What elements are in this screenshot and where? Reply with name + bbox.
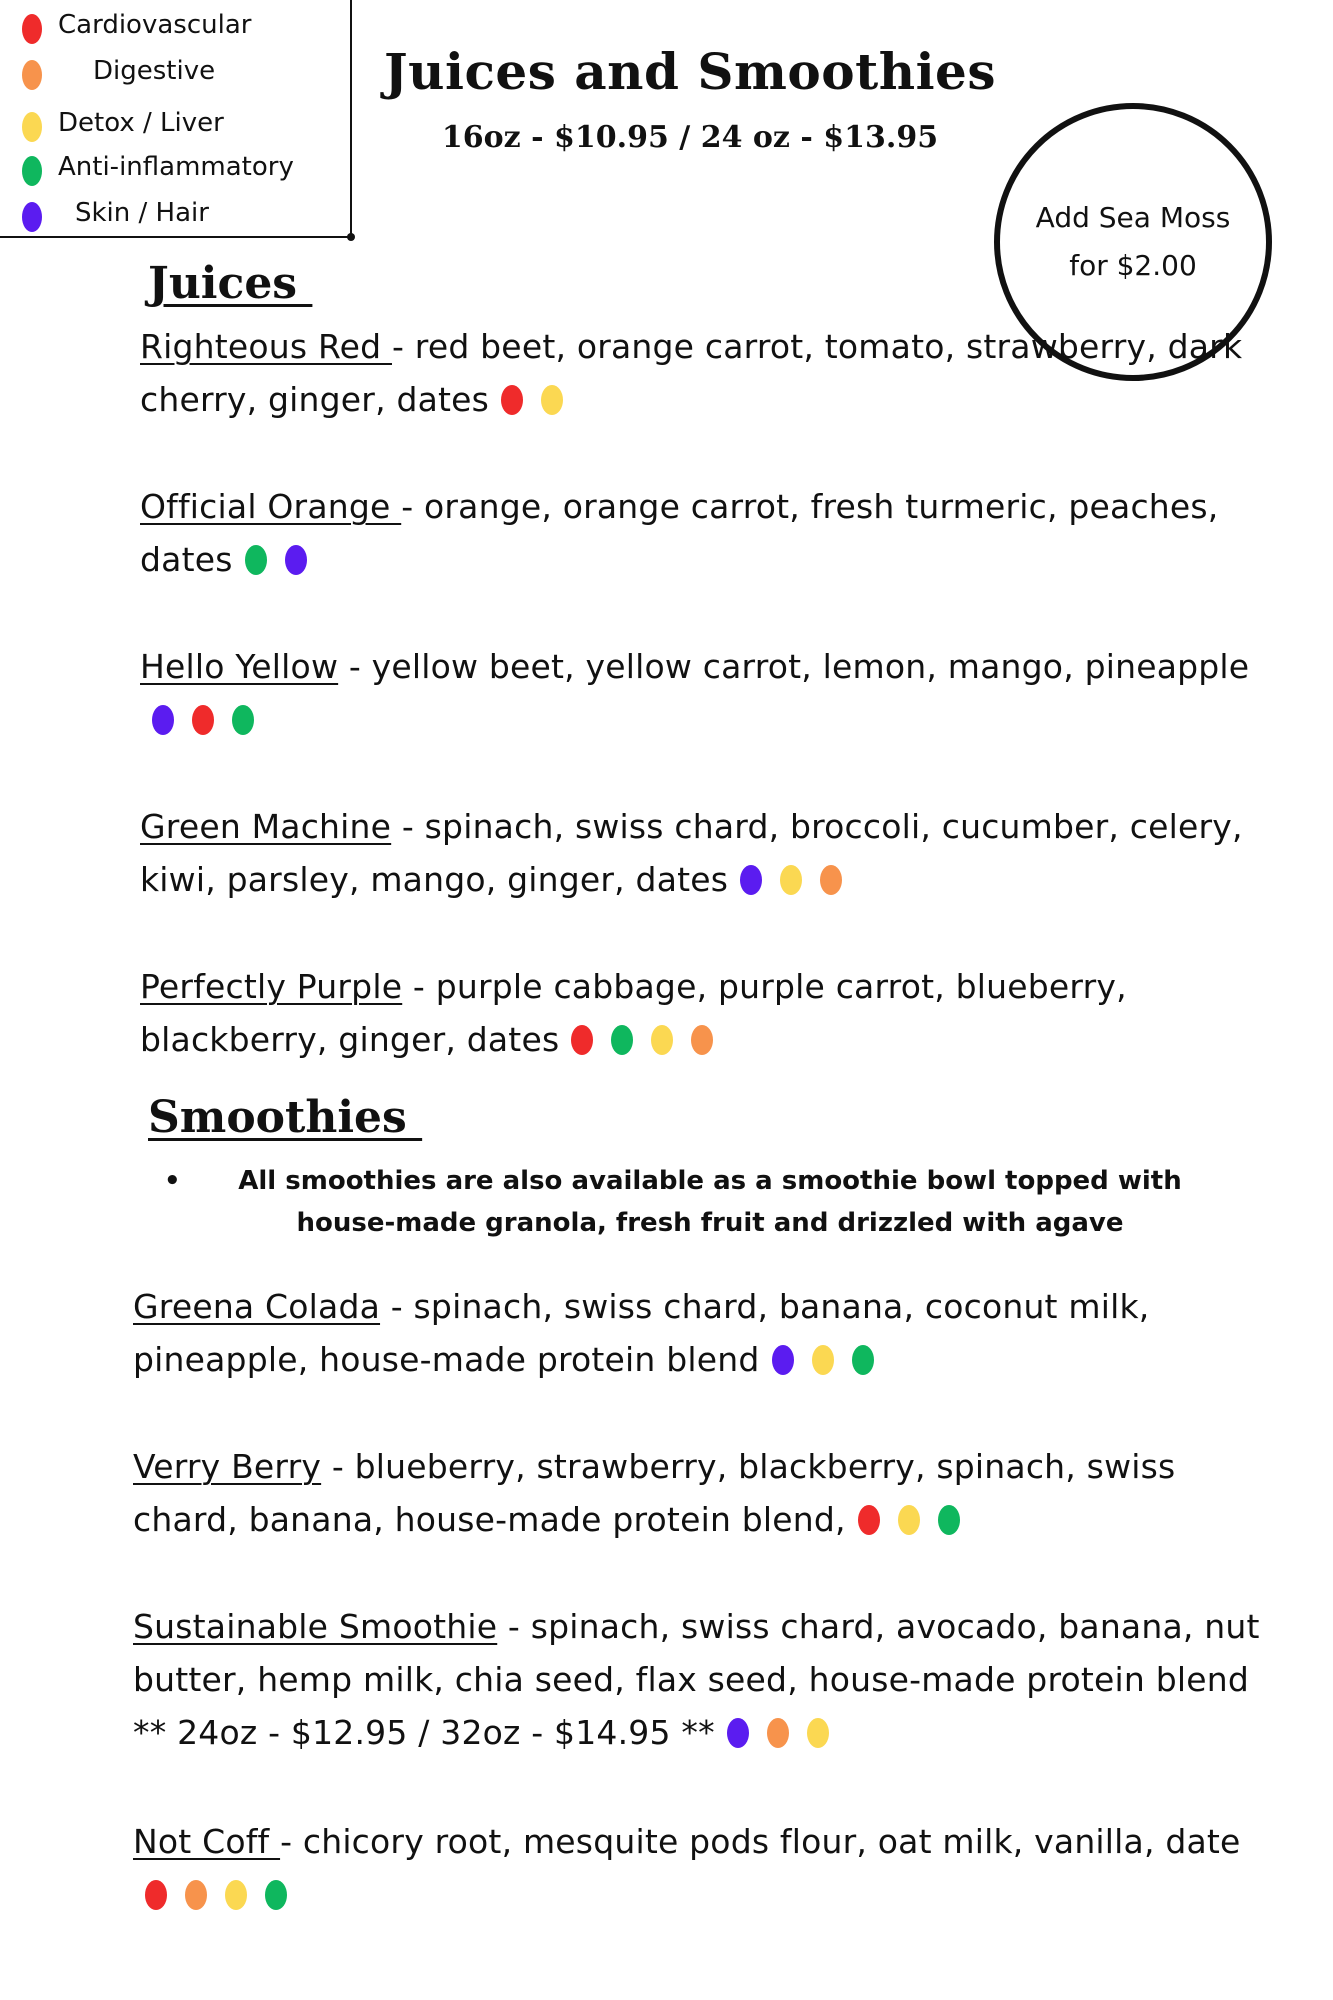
detox-liver-dot-icon bbox=[898, 1505, 920, 1535]
benefit-dots bbox=[727, 1706, 847, 1759]
item-name: Perfectly Purple bbox=[140, 967, 403, 1006]
cardiovascular-dot-icon bbox=[501, 385, 523, 415]
digestive-dot-icon bbox=[767, 1718, 789, 1748]
digestive-dot-icon bbox=[185, 1880, 207, 1910]
digestive-dot-icon bbox=[820, 865, 842, 895]
item-description: - purple cabbage, purple carrot, blueberry, blackberry, ginger, dates bbox=[140, 967, 1127, 1059]
legend-item-skin-hair bbox=[0, 196, 350, 236]
item-name: Not Coff bbox=[133, 1822, 281, 1861]
anti-inflammatory-dot-icon bbox=[852, 1345, 874, 1375]
cardiovascular-dot-icon bbox=[858, 1505, 880, 1535]
juices-heading: Juices bbox=[148, 258, 313, 309]
benefit-dots bbox=[858, 1493, 978, 1546]
benefit-dots bbox=[571, 1013, 731, 1066]
benefit-dots bbox=[501, 373, 581, 426]
item-name: Hello Yellow bbox=[140, 647, 339, 686]
legend-label: Digestive bbox=[93, 56, 216, 86]
item-name: Sustainable Smoothie bbox=[133, 1607, 498, 1646]
legend-label: Detox / Liver bbox=[58, 108, 224, 138]
legend-item-detox-liver bbox=[0, 106, 350, 146]
item-description: - red beet, orange carrot, tomato, strawberry, dark cherry, ginger, dates bbox=[140, 327, 1243, 419]
benefit-dots bbox=[245, 533, 325, 586]
note-text: All smoothies are also available as a smoothie bowl topped with house-made granola, fresh fruit and drizzled with agave bbox=[238, 1166, 1182, 1238]
item-description: - spinach, swiss chard, banana, coconut milk, pineapple, house-made protein blend bbox=[133, 1287, 1150, 1379]
smoothie-bowl-note bbox=[150, 1160, 1210, 1244]
item-description: - spinach, swiss chard, broccoli, cucumber, celery, kiwi, parsley, mango, ginger, dates bbox=[140, 807, 1243, 899]
smoothie-item-greena-colada bbox=[133, 1280, 1263, 1386]
legend-item-digestive bbox=[0, 54, 350, 94]
legend-item-cardiovascular bbox=[0, 8, 350, 48]
anti-inflammatory-dot-icon bbox=[232, 705, 254, 735]
skin-hair-dot-icon bbox=[727, 1718, 749, 1748]
anti-inflammatory-dot-icon bbox=[22, 156, 42, 186]
detox-liver-dot-icon bbox=[225, 1880, 247, 1910]
smoothie-item-not-coff bbox=[133, 1815, 1263, 1921]
item-description: - orange, orange carrot, fresh turmeric, peaches, dates bbox=[140, 487, 1219, 579]
detox-liver-dot-icon bbox=[651, 1025, 673, 1055]
smoothie-item-verry-berry bbox=[133, 1440, 1263, 1546]
detox-liver-dot-icon bbox=[22, 112, 42, 142]
juice-item-righteous-red bbox=[140, 320, 1270, 426]
anti-inflammatory-dot-icon bbox=[938, 1505, 960, 1535]
anti-inflammatory-dot-icon bbox=[245, 545, 267, 575]
detox-liver-dot-icon bbox=[807, 1718, 829, 1748]
juice-item-perfectly-purple bbox=[140, 960, 1270, 1066]
skin-hair-dot-icon bbox=[285, 545, 307, 575]
juice-item-green-machine bbox=[140, 800, 1270, 906]
cardiovascular-dot-icon bbox=[571, 1025, 593, 1055]
skin-hair-dot-icon bbox=[740, 865, 762, 895]
benefit-dots bbox=[152, 693, 272, 746]
skin-hair-dot-icon bbox=[22, 202, 42, 232]
addon-line-2: for $2.00 bbox=[1069, 249, 1197, 282]
legend-item-anti-inflammatory bbox=[0, 150, 350, 190]
digestive-dot-icon bbox=[691, 1025, 713, 1055]
smoothies-heading: Smoothies bbox=[148, 1092, 423, 1143]
cardiovascular-dot-icon bbox=[192, 705, 214, 735]
skin-hair-dot-icon bbox=[772, 1345, 794, 1375]
legend-label: Anti-inflammatory bbox=[58, 152, 294, 182]
detox-liver-dot-icon bbox=[780, 865, 802, 895]
item-description: - yellow beet, yellow carrot, lemon, mango, pineapple bbox=[338, 647, 1250, 686]
item-description: - blueberry, strawberry, blackberry, spinach, swiss chard, banana, house-made protein blend, bbox=[133, 1447, 1176, 1539]
health-legend bbox=[0, 0, 352, 238]
juice-item-official-orange bbox=[140, 480, 1270, 586]
bullet-icon: • bbox=[164, 1166, 181, 1196]
detox-liver-dot-icon bbox=[541, 385, 563, 415]
page-title: Juices and Smoothies bbox=[383, 42, 997, 101]
legend-label: Cardiovascular bbox=[58, 10, 252, 40]
addon-line-1: Add Sea Moss bbox=[1035, 201, 1231, 234]
item-description: - chicory root, mesquite pods flour, oat milk, vanilla, date bbox=[280, 1822, 1241, 1861]
skin-hair-dot-icon bbox=[152, 705, 174, 735]
anti-inflammatory-dot-icon bbox=[611, 1025, 633, 1055]
price-line: 16oz - $10.95 / 24 oz - $13.95 bbox=[441, 120, 939, 155]
benefit-dots bbox=[145, 1868, 305, 1921]
item-name: Official Orange bbox=[140, 487, 402, 526]
legend-label: Skin / Hair bbox=[75, 198, 209, 228]
cardiovascular-dot-icon bbox=[145, 1880, 167, 1910]
detox-liver-dot-icon bbox=[812, 1345, 834, 1375]
item-name: Righteous Red bbox=[140, 327, 392, 366]
benefit-dots bbox=[772, 1333, 892, 1386]
juice-item-hello-yellow bbox=[140, 640, 1270, 746]
smoothie-item-sustainable-smoothie bbox=[133, 1600, 1263, 1759]
item-name: Verry Berry bbox=[133, 1447, 322, 1486]
item-name: Greena Colada bbox=[133, 1287, 381, 1326]
item-description: - spinach, swiss chard, avocado, banana, nut butter, hemp milk, chia seed, flax seed, house-made protein blend ** 24oz - $12.95 / 32oz - $14.95 ** bbox=[133, 1607, 1260, 1752]
cardiovascular-dot-icon bbox=[22, 14, 42, 44]
digestive-dot-icon bbox=[22, 60, 42, 90]
benefit-dots bbox=[740, 853, 860, 906]
item-name: Green Machine bbox=[140, 807, 392, 846]
anti-inflammatory-dot-icon bbox=[265, 1880, 287, 1910]
